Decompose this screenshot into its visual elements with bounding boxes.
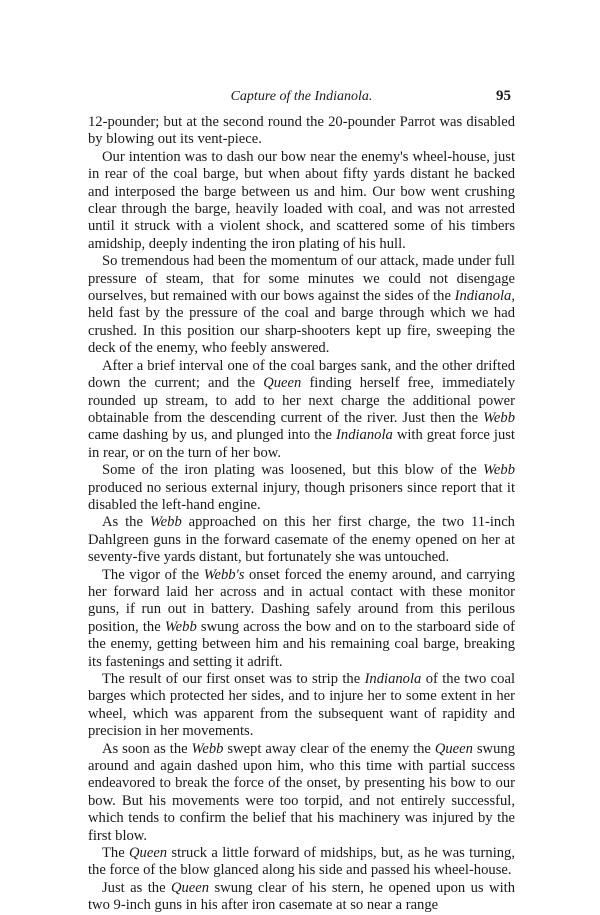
text-run: swung clear of his stern, he opened upon us with two 9-inch guns in his after iron casemate at so near a range xyxy=(88,879,515,914)
paragraph xyxy=(88,567,515,671)
italic-text: Queen xyxy=(129,845,168,862)
paragraph xyxy=(88,514,515,566)
italic-text: Webb xyxy=(483,462,515,479)
italic-text: Queen xyxy=(170,879,210,896)
italic-text: Queen xyxy=(263,375,302,392)
italic-text: Indianola, xyxy=(454,288,515,305)
italic-text: Queen xyxy=(434,740,473,757)
text-run: As the xyxy=(102,514,150,531)
italic-text: Webb xyxy=(483,409,515,426)
paragraph xyxy=(88,114,515,149)
paragraph xyxy=(88,253,515,357)
text-run: The result of our first onset was to strip the xyxy=(102,671,365,687)
text-run: swung across the bow and on to the starboard side of the enemy, getting between him and his remaining coal barge, breaking its fastenings and setting it adrift. xyxy=(88,618,515,670)
italic-text: Webb xyxy=(164,618,197,635)
text-run: The xyxy=(102,845,130,862)
paragraph xyxy=(88,845,515,880)
text-run: approached on this her first charge, the two 11-inch Dahlgreen guns in the forward casemate of the enemy opened on her at seventy-five yards distant, but fortunately she was untouched. xyxy=(88,514,515,566)
text-run: onset forced the enemy around, and carrying her forward laid her across and in actual contact with these monitor guns, if run out in battery. Dashing safely around from this perilous position, the xyxy=(88,566,515,635)
text-run: Just as the xyxy=(102,879,171,896)
text-run: As soon as the xyxy=(102,740,192,757)
text-run: struck a little forward of midships, but, as he was turning, the force of the blow glanced along his side and passed his wheel-house. xyxy=(88,845,515,879)
text-run: Some of the iron plating was loosened, but this blow of the xyxy=(102,462,484,479)
text-run: finding herself free, immediately rounded up stream, to add to her next charge the additional power obtainable from the descending current of the river. Just then the xyxy=(88,375,515,426)
text-run: produced no serious external injury, though prisoners since report that it disabled the left-hand engine. xyxy=(88,479,515,513)
text-run: swept away clear of the enemy the xyxy=(223,740,435,757)
italic-text: Indianola xyxy=(336,427,393,444)
text-run: Our intention was to dash our bow near the enemy's wheel-house, just in rear of the coal barge, but when about fifty yards distant he backed and interposed the barge between us and him. Our bow went crushing clear through the barge, heavily loaded with coal, and was not arrested until it struck with a violent shock, and scattered some of his timbers amidship, deeply indenting the iron plating of his hull. xyxy=(88,148,515,252)
italic-text: Webb's xyxy=(203,566,245,583)
text-run: with great force just in rear, or on the turn of her bow. xyxy=(88,427,515,461)
page-number: 95 xyxy=(496,88,511,104)
paragraph xyxy=(88,358,515,462)
body-text xyxy=(88,114,515,915)
page-header xyxy=(88,88,515,106)
paragraph xyxy=(88,462,515,514)
italic-text: Indianola xyxy=(364,671,422,687)
text-run: After a brief interval one of the coal barges sank, and the other drifted down the current; and the xyxy=(88,357,515,392)
text-run: So tremendous had been the momentum of our attack, made under full pressure of steam, that for some minutes we could not disengage ourselves, but remained with our bows against the sides of the xyxy=(88,253,515,305)
italic-text: Webb xyxy=(149,514,182,531)
paragraph xyxy=(88,149,515,253)
text-run: The vigor of the xyxy=(102,566,204,583)
text-run: held fast by the pressure of the coal and barge through which we had crushed. In this position our sharp-shooters kept up fire, sweeping the deck of the enemy, who feebly answered. xyxy=(88,305,515,357)
italic-text: Webb xyxy=(191,740,224,757)
paragraph xyxy=(88,671,515,741)
text-run: 12-pounder; but at the second round the 20-pounder Parrot was disabled by blowing out its vent-piece. xyxy=(88,114,515,148)
running-head: Capture of the Indianola. xyxy=(230,89,373,104)
paragraph xyxy=(88,880,515,915)
paragraph xyxy=(88,741,515,845)
text-run: of the two coal barges which protected her sides, and to injure her to some extent in her wheel, which was apparent from the subsequent want of rapidity and precision in her movements. xyxy=(88,671,515,740)
text-run: swung around and again dashed upon him, who this time with partial success endeavored to break the force of the onset, by presenting his bow to our bow. But his movements were too torpid, and not entirely successful, which tends to confirm the belief that his machinery was injured by the first blow. xyxy=(88,740,515,844)
text-run: came dashing by us, and plunged into the xyxy=(88,427,337,444)
book-page xyxy=(88,88,515,915)
